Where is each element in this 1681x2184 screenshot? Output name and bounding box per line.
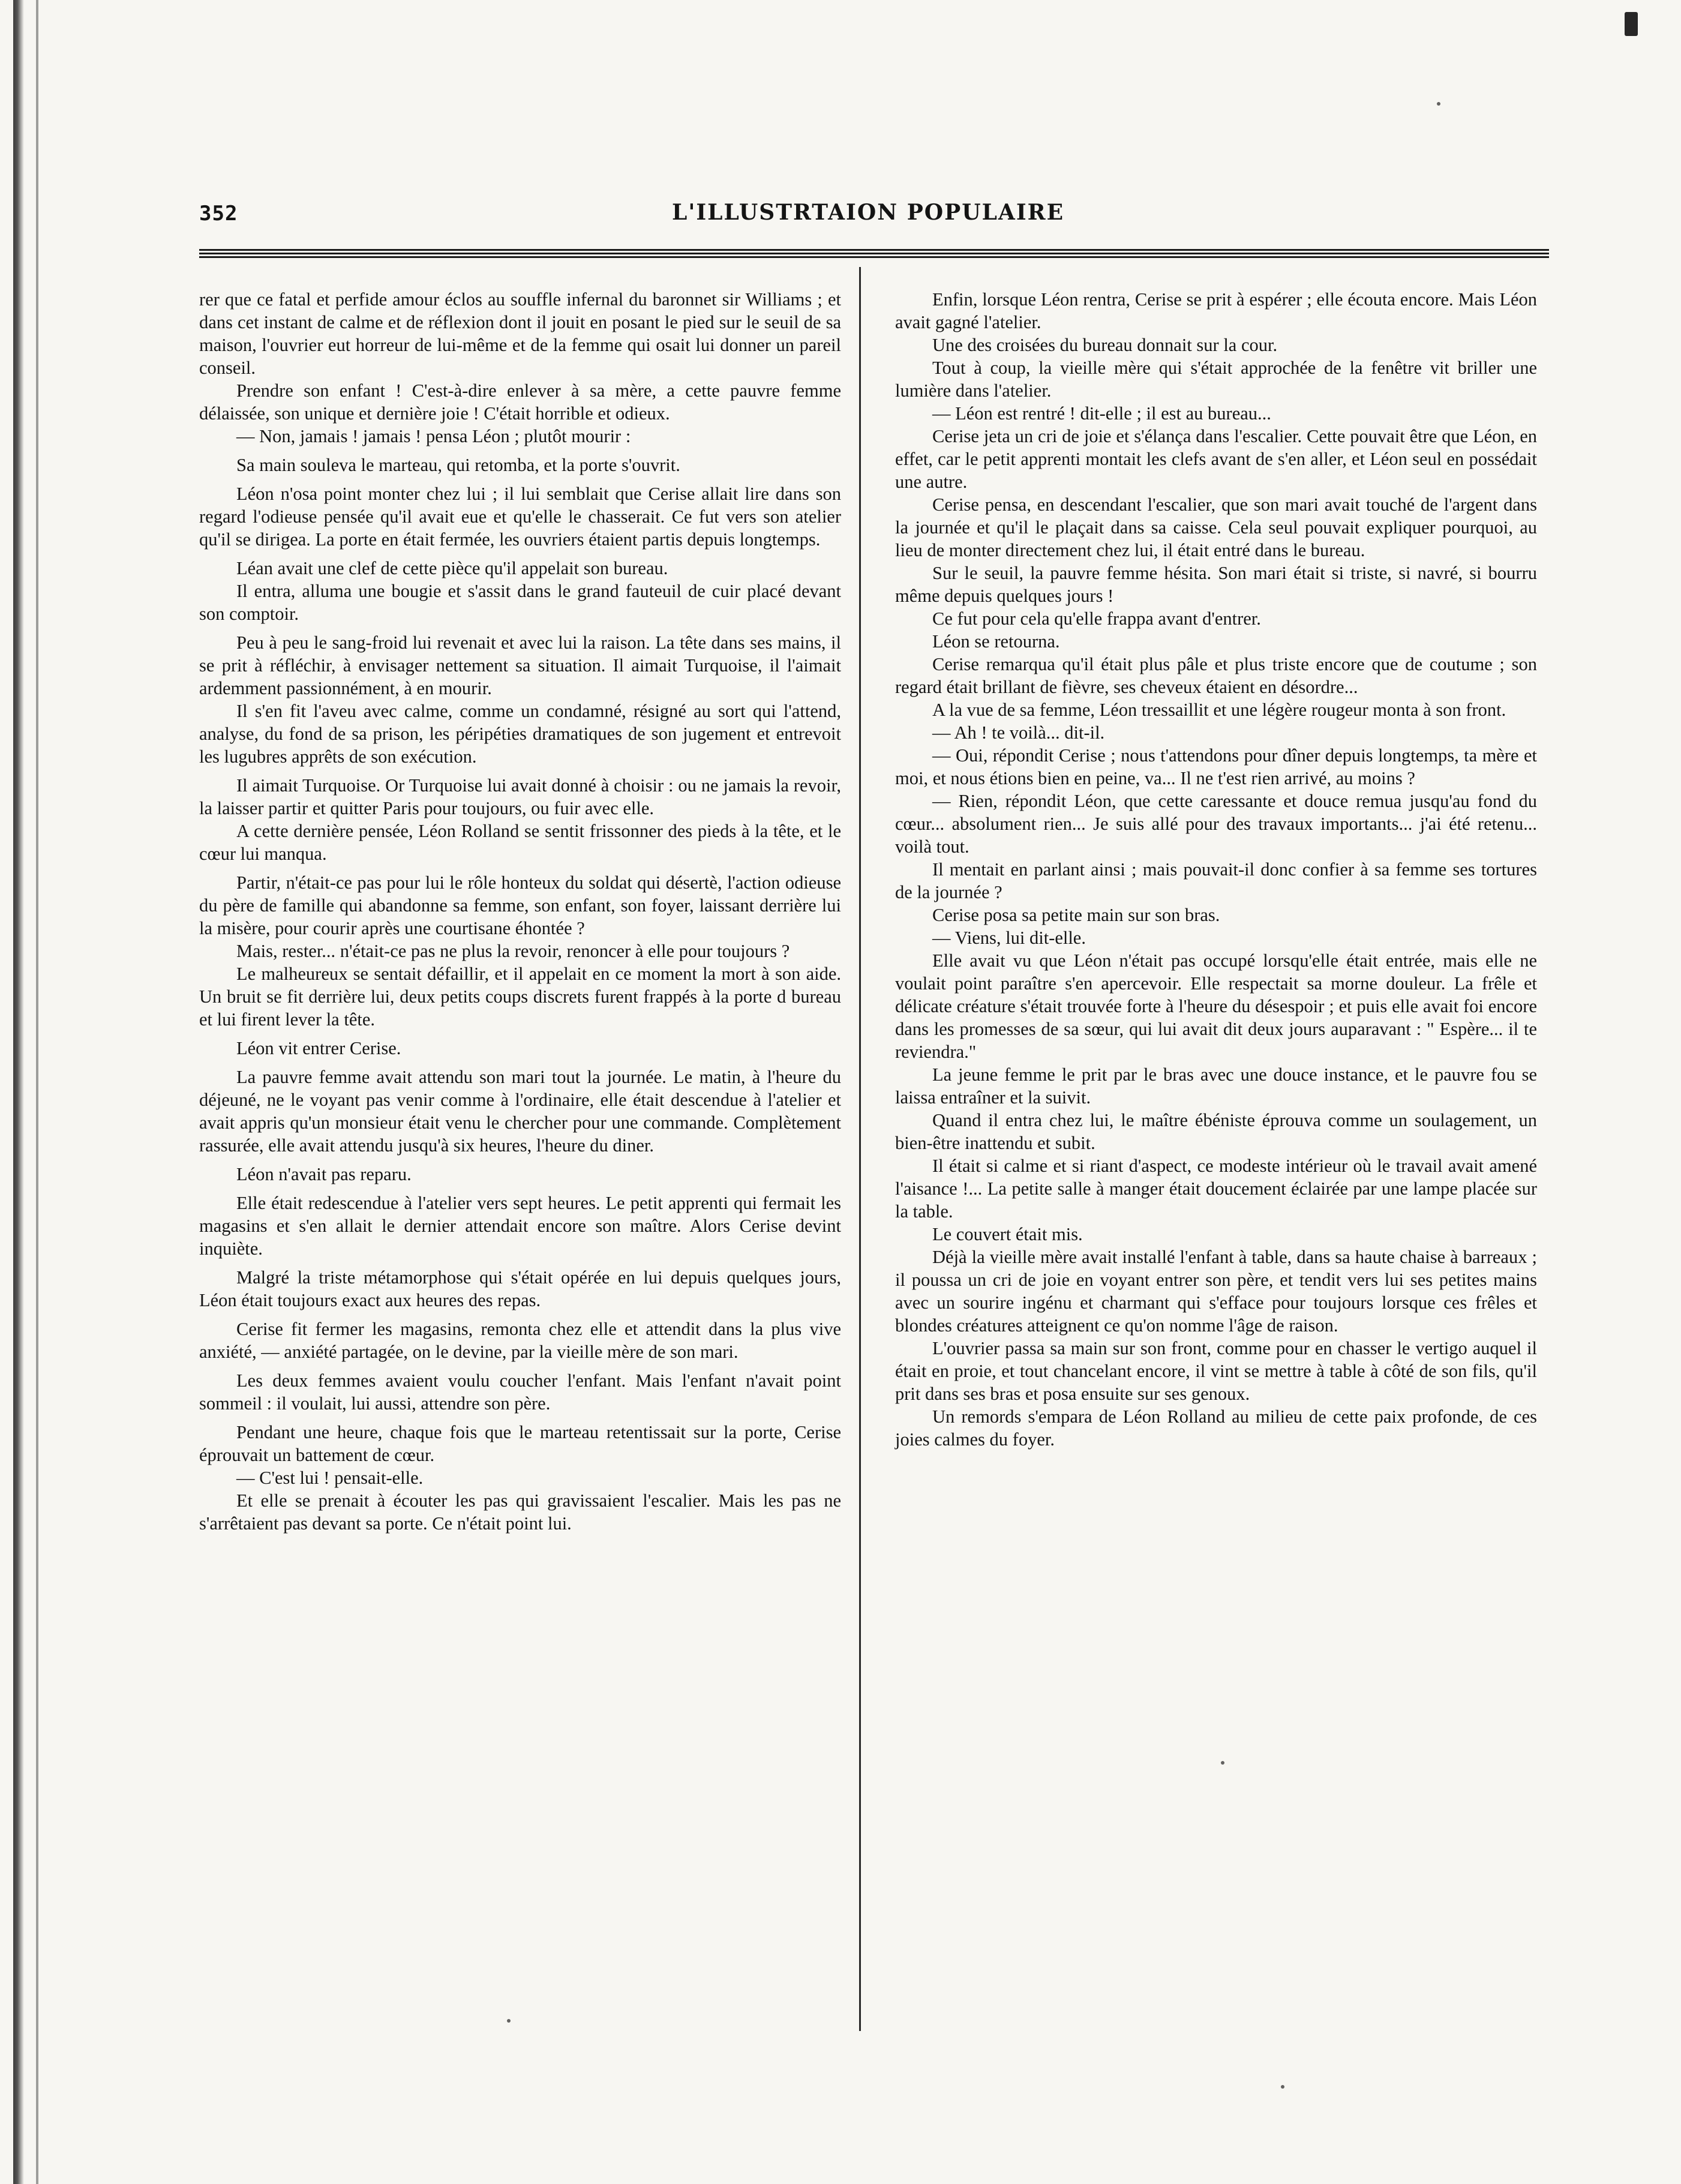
paragraph: L'ouvrier passa sa main sur son front, comme pour en chasser le vertigo auquel il était en proie, et tout chancelant encore, il vint se mettre à table à côté de son fils, qu'il prit dans ses bras et posa ensuite sur ses genoux. [895,1338,1537,1404]
paragraph: Elle avait vu que Léon n'était pas occupé lorsqu'elle était entrée, mais elle ne voulait point paraître s'en apercevoir. Elle respectait sa morne douleur. La frêle et délicate créature s'était trouvée forte à l'heure du désespoir ; et puis elle avait foi encore dans les promesses de sa sœur, qui lui avait dit deux jours auparavant : " Espère... il te reviendra." [895,950,1537,1062]
paragraph: — C'est lui ! pensait-elle. [236,1468,424,1488]
column-divider [859,267,861,2031]
paragraph: Cerise jeta un cri de joie et s'élança dans l'escalier. Cette pouvait être que Léon, en effet, car le petit apprenti montait les clefs avant de s'en aller, et Léon seul en possédait une autre. [895,426,1537,492]
paragraph: Peu à peu le sang-froid lui revenait et avec lui la raison. La tête dans ses mains, il se prit à réfléchir, à envisager nettement sa situation. Il aimait Turquoise, il l'aimait ardemment passionnément, à en mourir. [199,632,841,698]
paragraph: Il aimait Turquoise. Or Turquoise lui avait donné à choisir : ou ne jamais la revoir, la laisser partir et quitter Paris pour toujours, ou fuir avec elle. [199,775,841,818]
paragraph: — Léon est rentré ! dit-elle ; il est au bureau... [932,403,1271,424]
paragraph: Il entra, alluma une bougie et s'assit dans le grand fauteuil de cuir placé devant son comptoir. [199,581,841,624]
paragraph: Sa main souleva le marteau, qui retomba, et la porte s'ouvrit. [236,455,680,475]
paragraph: rer que ce fatal et perfide amour éclos au souffle infernal du baronnet sir Williams ; et dans cet instant de calme et de réflexion dont il jouit en posant le pied sur le seuil de sa maison, l'ouvrier eut horreur de lui-même et de la femme qui osait lui donner un pareil conseil. [199,289,841,378]
header-rule [199,249,1549,258]
paragraph: La jeune femme le prit par le bras avec une douce instance, et le pauvre fou se laissa entraîner et la suivit. [895,1064,1537,1108]
paragraph: Léon vit entrer Cerise. [236,1038,401,1058]
paragraph: Le couvert était mis. [932,1224,1083,1244]
paragraph: Quand il entra chez lui, le maître ébéniste éprouva comme un soulagement, un bien-être inattendu et subit. [895,1110,1537,1153]
paragraph: Léan avait une clef de cette pièce qu'il appelait son bureau. [236,558,668,578]
paragraph: A cette dernière pensée, Léon Rolland se sentit frissonner des pieds à la tête, et le cœur lui manqua. [199,821,841,864]
paragraph: Une des croisées du bureau donnait sur la cour. [932,335,1278,355]
paragraph: Malgré la triste métamorphose qui s'était opérée en lui depuis quelques jours, Léon était toujours exact aux heures des repas. [199,1267,841,1310]
paragraph: Il était si calme et si riant d'aspect, ce modeste intérieur où le travail avait amené l'aisance !... La petite salle à manger était doucement éclairée par une lampe placée sur la table. [895,1156,1537,1222]
paragraph: Cerise posa sa petite main sur son bras. [932,905,1220,925]
paragraph: Ce fut pour cela qu'elle frappa avant d'entrer. [932,608,1261,629]
scan-corner-mark [1625,12,1638,36]
scan-speck [507,2019,511,2023]
paragraph: A la vue de sa femme, Léon tressaillit et une légère rougeur monta à son front. [932,700,1506,720]
paragraph: Elle était redescendue à l'atelier vers sept heures. Le petit apprenti qui fermait les magasins et s'en allait le dernier attendait encore son maître. Alors Cerise devint inquiète. [199,1193,841,1259]
paragraph: — Rien, répondit Léon, que cette caressante et douce remua jusqu'au fond du cœur... absolument rien... Je suis allé pour des travaux importants... j'ai été retenu... voilà tout. [895,791,1537,857]
paragraph: — Ah ! te voilà... dit-il. [932,722,1105,743]
paragraph: Prendre son enfant ! C'est-à-dire enlever à sa mère, a cette pauvre femme délaissée, son unique et dernière joie ! C'était horrible et odieux. [199,380,841,424]
paragraph: Tout à coup, la vieille mère qui s'était approchée de la fenêtre vit briller une lumière dans l'atelier. [895,358,1537,401]
paragraph: Cerise fit fermer les magasins, remonta chez elle et attendit dans la plus vive anxiété, — anxiété partagée, on le devine, par la vieille mère de son mari. [199,1319,841,1362]
paragraph: — Viens, lui dit-elle. [932,928,1086,948]
scan-speck [1437,102,1440,106]
paragraph: — Non, jamais ! jamais ! pensa Léon ; plutôt mourir : [236,426,631,446]
paragraph: La pauvre femme avait attendu son mari tout la journée. Le matin, à l'heure du déjeuné, ne le voyant pas venir comme à l'ordinaire, elle était descendue à l'atelier et avait appris qu'un monsieur était venu le chercher pour une commande. Complètement rassurée, elle avait attendu jusqu'à six heures, l'heure du diner. [199,1067,841,1156]
paragraph: Un remords s'empara de Léon Rolland au milieu de cette paix profonde, de ces joies calmes du foyer. [895,1406,1537,1450]
left-column [199,288,841,1535]
paragraph: Cerise remarqua qu'il était plus pâle et plus triste encore que de coutume ; son regard était brillant de fièvre, ses cheveux étaient en désordre... [895,654,1537,697]
scan-speck [1221,1761,1224,1765]
paragraph: Léon n'osa point monter chez lui ; il lui semblait que Cerise allait lire dans son regard l'odieuse pensée qu'il avait eue et qu'elle le chasserait. Ce fut vers son atelier qu'il se dirigea. La porte en était fermée, les ouvriers étaient partis depuis longtemps. [199,484,841,550]
paragraph: Sur le seuil, la pauvre femme hésita. Son mari était si triste, si navré, si bourru même depuis quelques jours ! [895,563,1537,606]
running-title: L'ILLUSTRTAION POPULAIRE [672,200,1065,225]
paragraph: Déjà la vieille mère avait installé l'enfant à table, dans sa haute chaise à barreaux ; il poussa un cri de joie en voyant entrer son père, et tendit vers lui ses petites mains avec un sourire ingénu et charmant qui s'efface pour toujours lorsque ces frêles et blondes créatures atteignent ce qu'on nomme l'âge de raison. [895,1247,1537,1336]
paragraph: Mais, rester... n'était-ce pas ne plus la revoir, renoncer à elle pour toujours ? [236,941,790,961]
paragraph: Et elle se prenait à écouter les pas qui gravissaient l'escalier. Mais les pas ne s'arrêtaient pas devant sa porte. Ce n'était point lui. [199,1490,841,1534]
page-number: 352 [199,202,238,226]
paragraph: Léon se retourna. [932,631,1060,652]
paragraph: Les deux femmes avaient voulu coucher l'enfant. Mais l'enfant n'avait point sommeil : il voulait, lui aussi, attendre son père. [199,1370,841,1414]
paragraph: — Oui, répondit Cerise ; nous t'attendons pour dîner depuis longtemps, ta mère et moi, et nous étions bien en peine, va... Il ne t'est rien arrivé, au moins ? [895,745,1537,788]
paragraph: Enfin, lorsque Léon rentra, Cerise se prit à espérer ; elle écouta encore. Mais Léon avait gagné l'atelier. [895,289,1537,332]
scan-binding-line [36,0,38,2184]
right-column [895,288,1537,1451]
scan-speck [1281,2085,1284,2089]
scan-binding-edge [13,0,24,2184]
paragraph: Cerise pensa, en descendant l'escalier, que son mari avait touché de l'argent dans la journée et qu'il le plaçait dans sa caisse. Cela seul pouvait expliquer pourquoi, au lieu de monter directement chez lui, il était entré dans le bureau. [895,494,1537,560]
paragraph: Partir, n'était-ce pas pour lui le rôle honteux du soldat qui désertè, l'action odieuse du père de famille qui abandonne sa femme, son enfant, son foyer, laissant derrière lui la misère, pour courir après une courtisane éhontée ? [199,872,841,938]
paragraph: Il s'en fit l'aveu avec calme, comme un condamné, résigné au sort qui l'attend, analyse, du fond de sa prison, les péripéties dramatiques de son jugement et entrevoit les lugubres apprêts de son exécution. [199,701,841,767]
paragraph: Il mentait en parlant ainsi ; mais pouvait-il donc confier à sa femme ses tortures de la journée ? [895,859,1537,902]
paragraph: Pendant une heure, chaque fois que le marteau retentissait sur la porte, Cerise éprouvait un battement de cœur. [199,1422,841,1465]
paragraph: Le malheureux se sentait défaillir, et il appelait en ce moment la mort à son aide. Un bruit se fit derrière lui, deux petits coups discrets furent frappés à la porte d bureau et lui firent lever la tête. [199,964,841,1030]
paragraph: Léon n'avait pas reparu. [236,1164,412,1184]
